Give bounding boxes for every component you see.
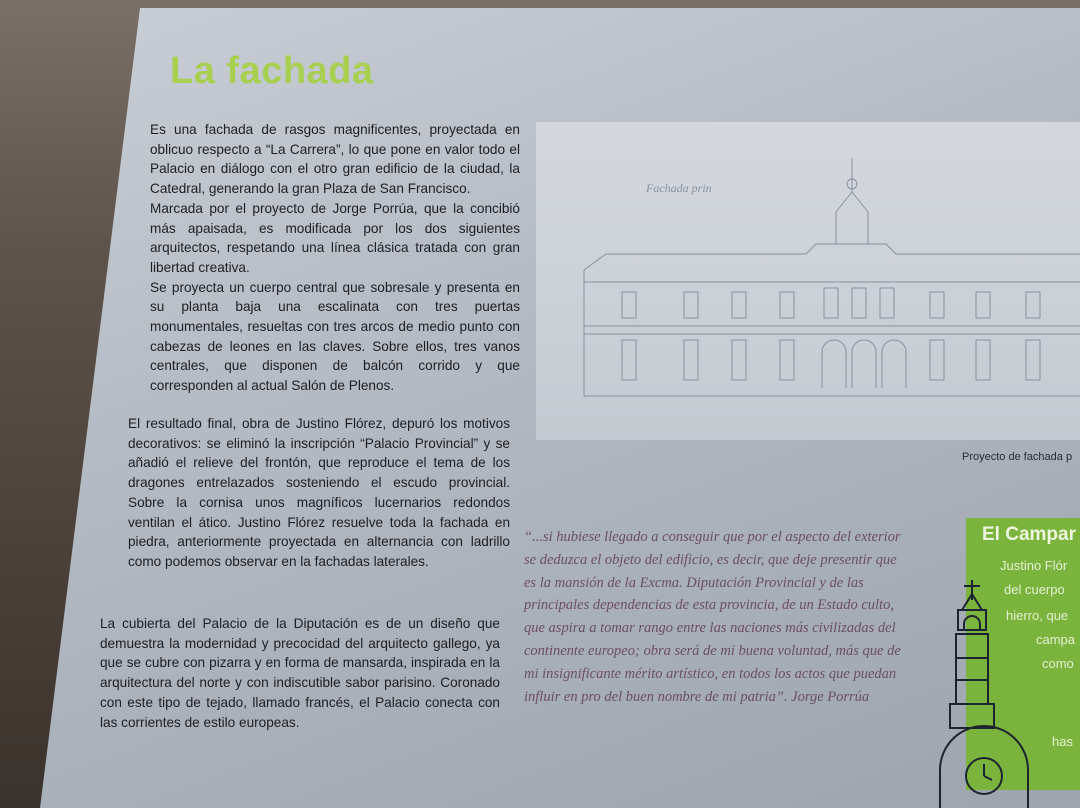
side-box-line: campa — [1036, 632, 1076, 647]
side-box-line: has — [1052, 734, 1073, 749]
facade-drawing — [536, 122, 1080, 440]
paragraph-intro: Es una fachada de rasgos magnificentes, proyectada en oblicuo respecto a “La Carrera”, lo que pone en valor todo el Palacio en diálogo con el otro gran edificio de la ciudad, la Catedral, generando la gran Plaza de San Francisco. — [150, 122, 520, 197]
side-box-title: El Campar — [982, 524, 1076, 545]
text-column-2 — [128, 414, 510, 572]
upper-windows — [622, 288, 1040, 318]
paragraph-result: El resultado final, obra de Justino Flórez, depuró los motivos decorativos: se eliminó la inscripción “Palacio Provincial” y se añadió el relieve del frontón, que reproduce el tema de los dragones entrelazados sosteniendo el escudo provincial. Sobre la cornisa unos magníficos lucernarios redondos ventilan el ático. Justino Flórez resuelve toda la fachada en piedra, anteriormente proyectada en alternancia con ladrillo como podemos observar en la fachadas laterales. — [128, 416, 510, 569]
side-box-line: como — [1042, 656, 1074, 671]
side-box-line: del cuerpo — [1004, 582, 1065, 597]
porrua-quote — [524, 526, 904, 708]
paragraph-roof: La cubierta del Palacio de la Diputación es de un diseño que demuestra la modernidad y precocidad del arquitecto gallego, ya que se cubre con pizarra y en forma de mansarda, inspirada en la arquitectura del norte y con indiscutible sabor parisino. Coronado con este tipo de tejado, llamado francés, el Palacio conecta con las corrientes de estilo europeas. — [100, 616, 500, 730]
ground-windows — [622, 340, 1040, 388]
paragraph-central-body: Se proyecta un cuerpo central que sobresale y presenta en su planta baja una escalinata con tres puertas monumentales, resueltas con tres arcos de medio punto con cabezas de leones en las claves. Sobre ellos, tres vanos centrales, que disponen de balcón corrido y que corresponden al actual Salón de Plenos. — [150, 279, 520, 394]
facade-elevation-sketch — [536, 122, 1080, 440]
paragraph-porrua: Marcada por el proyecto de Jorge Porrúa, que la concibió más apaisada, es modificada por los dos siguientes arquitectos, respetando una línea clásica tratada con gran libertad creativa. — [150, 200, 520, 275]
drawing-caption: Proyecto de fachada p — [962, 451, 1073, 463]
text-column-1 — [150, 120, 520, 396]
side-box-line: Justino Flór — [1000, 558, 1068, 573]
side-box-line: hierro, que — [1006, 608, 1069, 623]
clock-tower-icon — [936, 580, 1032, 808]
panel-title: La fachada — [170, 50, 374, 92]
text-column-3 — [100, 614, 500, 732]
drawing-label: Fachada prin — [646, 181, 712, 195]
quote-text: “...si hubiese llegado a conseguir que por el aspecto del exterior se deduzca el objeto del edificio, es decir, que deje presentir que es la mansión de la Excma. Diputación Provincial y de las principales dependencias de esta provincia, de un Estado culto, que aspira a tomar rango entre las naciones más civilizadas del continente europeo; obra será de mi buena voluntad, más que de mi insignificante mérito artístico, en todos los actos que puedan influir en pro del buen nombre de mi patria”. Jorge Porrúa — [524, 529, 901, 705]
